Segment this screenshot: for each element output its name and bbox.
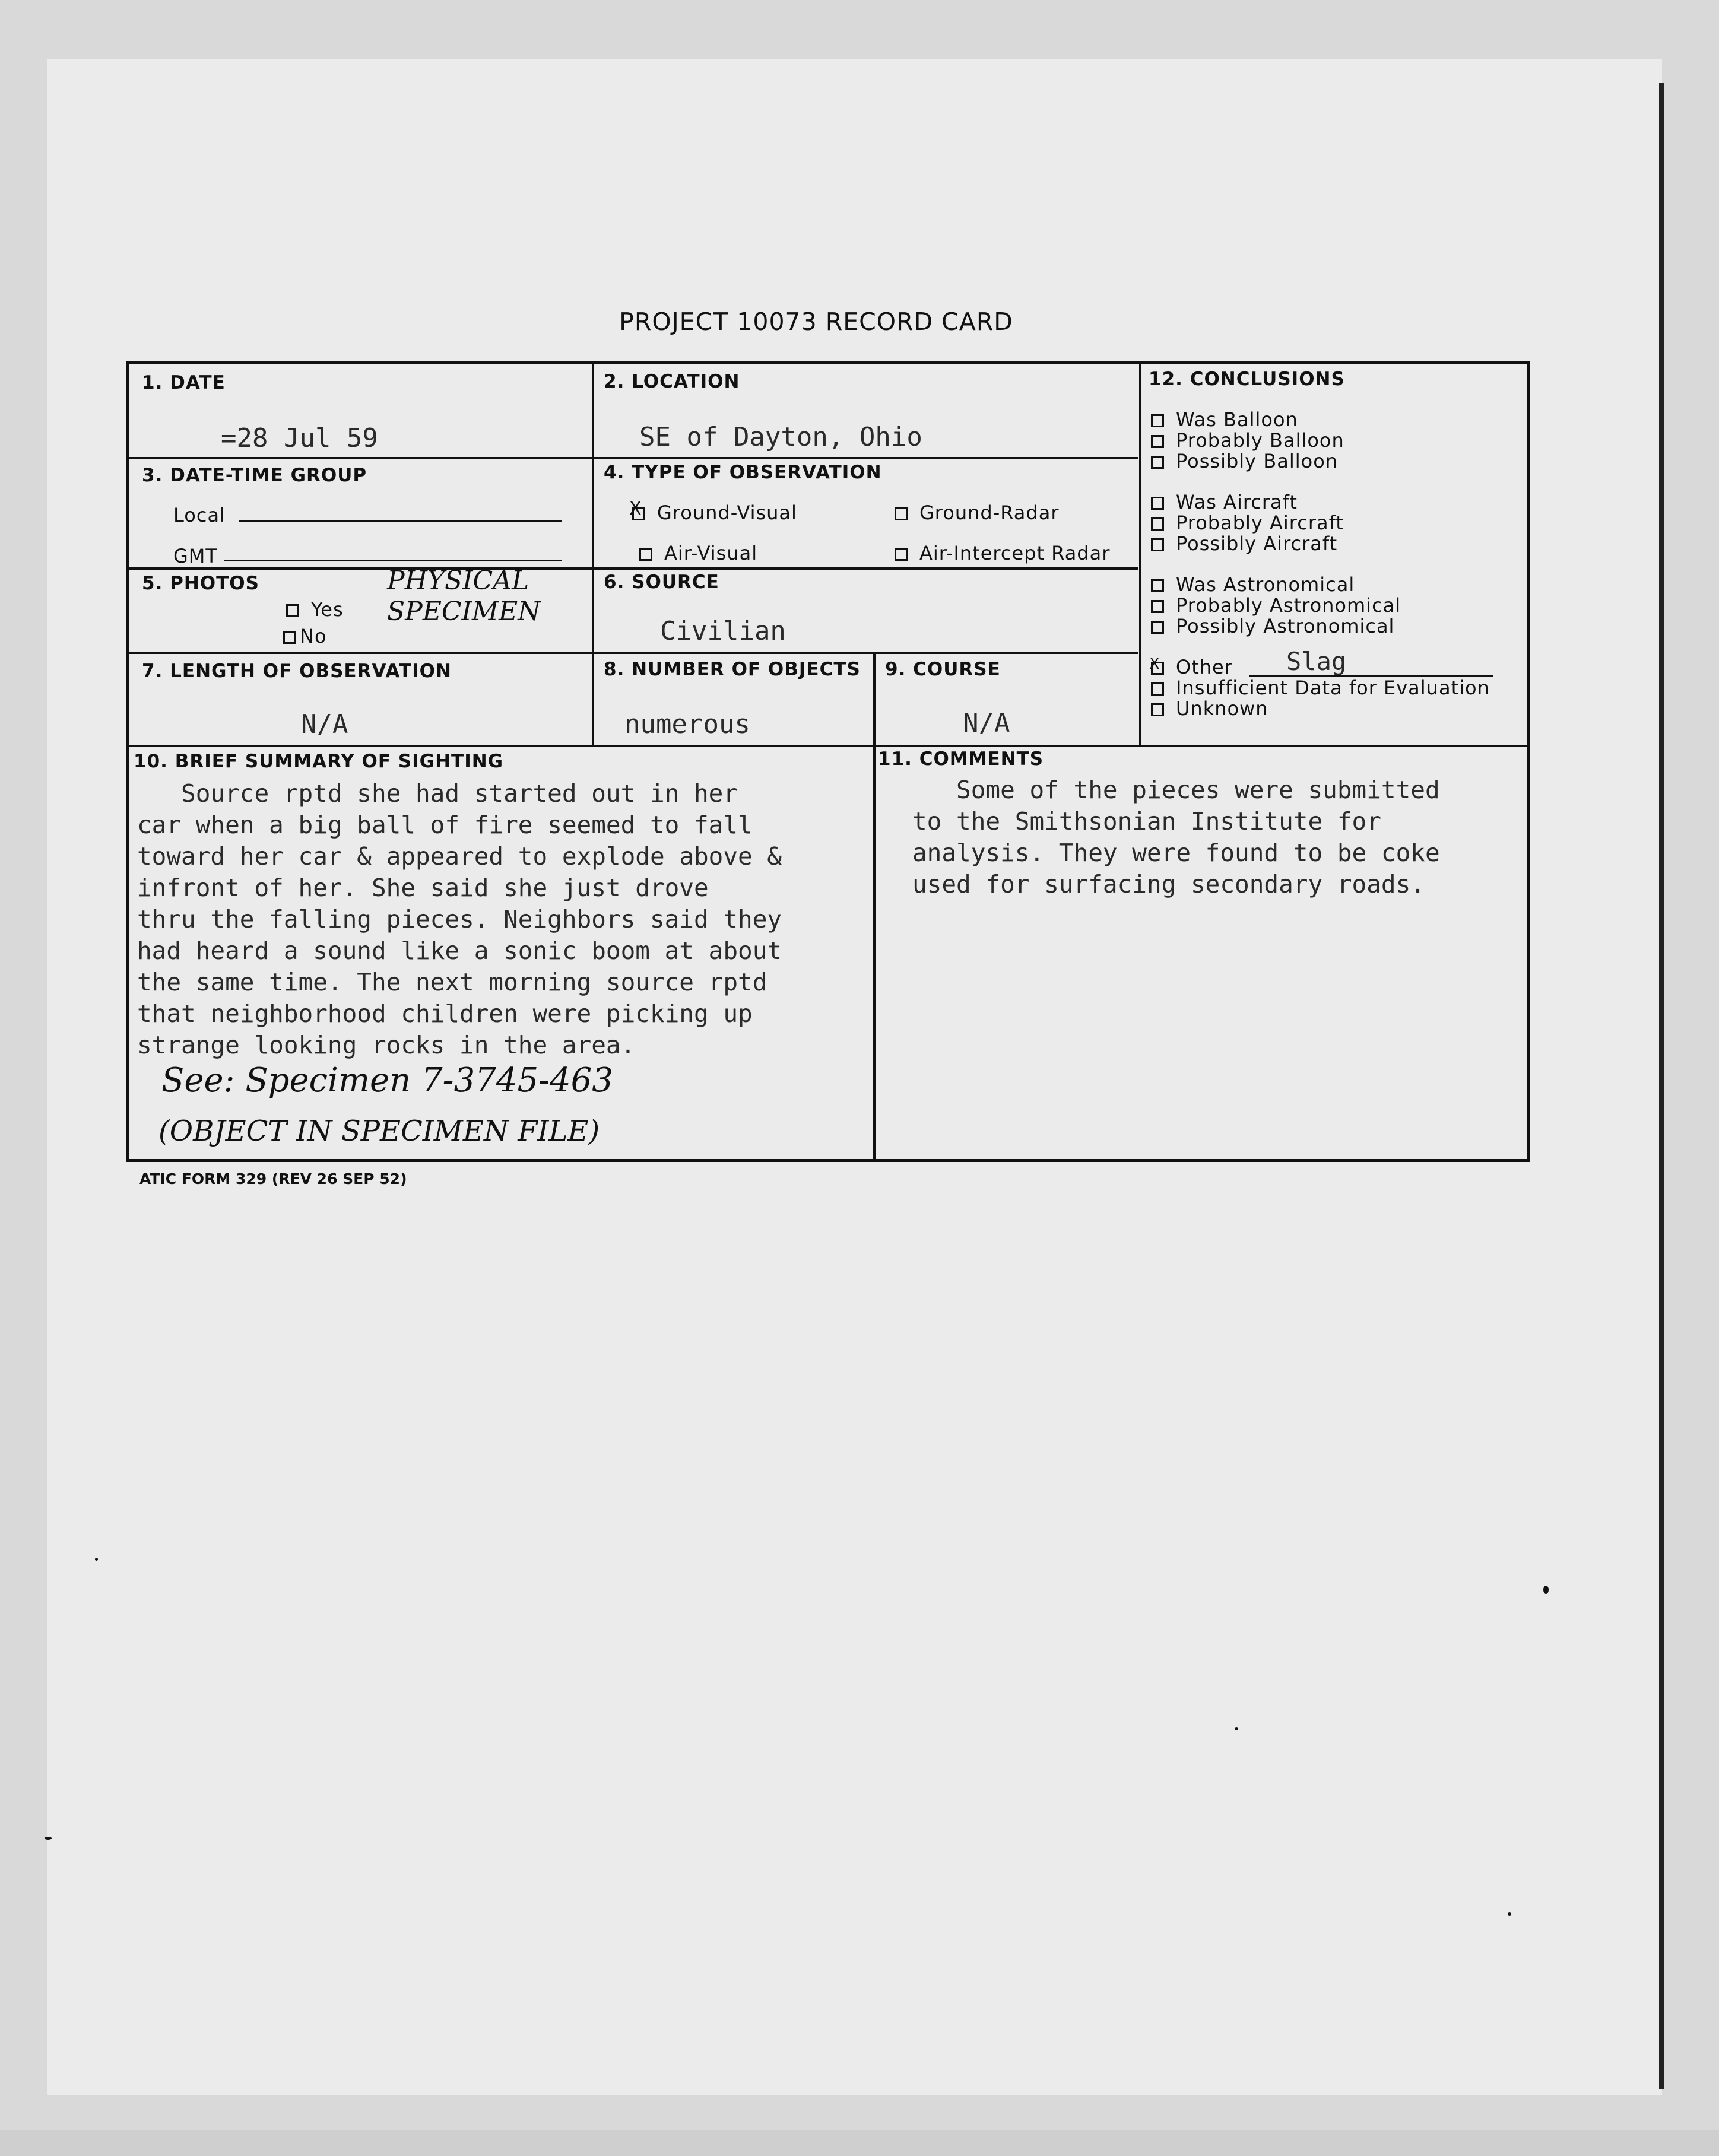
rule-row3: [129, 652, 1138, 654]
num-objects-value: numerous: [624, 709, 750, 739]
possibly-aircraft-checkbox[interactable]: [1151, 538, 1164, 551]
rule-col-c: [1139, 364, 1141, 745]
conclusion-was-aircraft[interactable]: [1151, 491, 1298, 513]
ground-visual-option[interactable]: [629, 498, 797, 524]
comments-line: analysis. They were found to be coke: [912, 839, 1440, 867]
insufficient-data-checkbox[interactable]: [1151, 682, 1164, 696]
possibly-balloon-checkbox[interactable]: [1151, 456, 1164, 469]
air-intercept-radar-checkbox[interactable]: [895, 548, 908, 561]
rule-row2: [129, 567, 1138, 570]
scan-speck: [45, 1837, 52, 1840]
photos-no-text: No: [300, 625, 327, 647]
comments-text: [912, 774, 1440, 900]
probably-aircraft-checkbox[interactable]: [1151, 517, 1164, 531]
num-objects-label: 8. NUMBER OF OBJECTS: [604, 659, 861, 680]
conclusion-probably-astronomical[interactable]: [1151, 594, 1401, 617]
scan-speck: [1543, 1586, 1549, 1594]
length-value: N/A: [301, 709, 348, 739]
summary-line: had heard a sound like a sonic boom at about: [137, 936, 782, 965]
conclusion-probably-balloon[interactable]: [1151, 429, 1344, 452]
conclusions-label: 12. CONCLUSIONS: [1149, 369, 1345, 390]
local-field[interactable]: [239, 520, 562, 522]
course-value: N/A: [963, 708, 1010, 738]
card-title: PROJECT 10073 RECORD CARD: [619, 307, 1013, 336]
air-intercept-radar-option[interactable]: [895, 542, 1110, 564]
air-visual-checkbox[interactable]: [639, 548, 652, 561]
date-value: =28 Jul 59: [221, 423, 378, 453]
ground-radar-option[interactable]: [895, 501, 1059, 524]
conclusion-possibly-astronomical[interactable]: [1151, 615, 1394, 637]
conclusion-insufficient-data[interactable]: [1151, 677, 1490, 699]
record-card: [126, 361, 1530, 1162]
photos-handwritten-note-1: PHYSICAL: [387, 566, 529, 596]
photos-no-checkbox[interactable]: [283, 631, 296, 644]
ground-radar-text: Ground-Radar: [919, 501, 1060, 524]
photos-yes-option[interactable]: [286, 598, 344, 621]
summary-line: Source rptd she had started out in her: [137, 779, 738, 808]
source-label: 6. SOURCE: [604, 571, 719, 593]
date-label: 1. DATE: [142, 372, 226, 393]
rule-col-a: [592, 364, 594, 745]
length-label: 7. LENGTH OF OBSERVATION: [142, 661, 452, 682]
probably-astronomical-text: Probably Astronomical: [1176, 594, 1401, 617]
possibly-aircraft-text: Possibly Aircraft: [1176, 532, 1338, 555]
probably-astronomical-checkbox[interactable]: [1151, 600, 1164, 613]
conclusion-unknown[interactable]: [1151, 697, 1268, 720]
other-value: Slag: [1286, 647, 1347, 676]
gmt-field[interactable]: [224, 560, 562, 561]
conclusion-was-balloon[interactable]: [1151, 408, 1298, 431]
comments-line: Some of the pieces were submitted: [912, 776, 1440, 804]
course-label: 9. COURSE: [885, 659, 1001, 680]
other-checked-mark: X: [1149, 655, 1160, 673]
other-text: Other: [1176, 656, 1233, 678]
summary-label: 10. BRIEF SUMMARY OF SIGHTING: [134, 751, 504, 772]
possibly-astronomical-checkbox[interactable]: [1151, 621, 1164, 634]
insufficient-data-text: Insufficient Data for Evaluation: [1176, 677, 1490, 699]
possibly-astronomical-text: Possibly Astronomical: [1176, 615, 1395, 637]
location-label: 2. LOCATION: [604, 371, 740, 392]
was-aircraft-text: Was Aircraft: [1176, 491, 1298, 513]
summary-line: the same time. The next morning source rptd: [137, 968, 767, 996]
probably-aircraft-text: Probably Aircraft: [1176, 512, 1344, 534]
conclusion-was-astronomical[interactable]: [1151, 573, 1355, 596]
summary-line: strange looking rocks in the area.: [137, 1031, 636, 1059]
local-label: Local: [173, 504, 226, 526]
was-balloon-text: Was Balloon: [1176, 408, 1298, 431]
handwritten-specimen-file: (OBJECT IN SPECIMEN FILE): [158, 1114, 600, 1148]
ground-radar-checkbox[interactable]: [895, 507, 908, 520]
unknown-text: Unknown: [1176, 697, 1268, 720]
was-astronomical-text: Was Astronomical: [1176, 573, 1355, 596]
summary-line: that neighborhood children were picking up: [137, 999, 753, 1028]
dtg-label: 3. DATE-TIME GROUP: [142, 465, 367, 486]
ground-visual-checkbox[interactable]: [629, 498, 645, 520]
type-obs-label: 4. TYPE OF OBSERVATION: [604, 462, 882, 483]
scan-bottom-border: [0, 2130, 1719, 2156]
checked-mark: X: [629, 498, 642, 519]
was-balloon-checkbox[interactable]: [1151, 414, 1164, 427]
comments-label: 11. COMMENTS: [878, 748, 1044, 770]
scan-speck: [95, 1558, 98, 1561]
source-value: Civilian: [660, 616, 786, 646]
photos-yes-text: Yes: [311, 598, 344, 621]
unknown-checkbox[interactable]: [1151, 703, 1164, 716]
probably-balloon-text: Probably Balloon: [1176, 429, 1344, 452]
summary-line: car when a big ball of fire seemed to fall: [137, 811, 753, 839]
photos-no-option[interactable]: [283, 625, 327, 647]
summary-text: [137, 778, 782, 1061]
probably-balloon-checkbox[interactable]: [1151, 435, 1164, 448]
summary-line: toward her car & appeared to explode above &: [137, 842, 782, 871]
conclusion-probably-aircraft[interactable]: [1151, 512, 1344, 534]
was-astronomical-checkbox[interactable]: [1151, 579, 1164, 592]
conclusion-possibly-aircraft[interactable]: [1151, 532, 1337, 555]
summary-line: infront of her. She said she just drove: [137, 874, 709, 902]
rule-row1: [129, 457, 1138, 459]
comments-line: to the Smithsonian Institute for: [912, 807, 1381, 836]
conclusion-possibly-balloon[interactable]: [1151, 450, 1338, 472]
rule-col-b: [873, 652, 876, 1159]
air-intercept-radar-text: Air-Intercept Radar: [919, 542, 1111, 564]
ground-visual-text: Ground-Visual: [657, 501, 797, 524]
summary-line: thru the falling pieces. Neighbors said they: [137, 905, 782, 933]
rule-row4: [129, 745, 1527, 747]
was-aircraft-checkbox[interactable]: [1151, 497, 1164, 510]
air-visual-option[interactable]: [639, 542, 757, 564]
other-checkbox[interactable]: [1149, 655, 1164, 675]
gmt-label: GMT: [173, 545, 218, 567]
sheet-edge-shadow: [1659, 83, 1664, 2089]
location-value: SE of Dayton, Ohio: [639, 422, 922, 452]
photos-yes-checkbox[interactable]: [286, 604, 299, 617]
conclusion-other[interactable]: [1151, 656, 1233, 678]
scan-speck: [1508, 1912, 1511, 1916]
air-visual-text: Air-Visual: [664, 542, 758, 564]
possibly-balloon-text: Possibly Balloon: [1176, 450, 1339, 472]
scan-speck: [1235, 1727, 1238, 1730]
photos-handwritten-note-2: SPECIMEN: [387, 596, 541, 627]
form-footer: ATIC FORM 329 (REV 26 SEP 52): [139, 1170, 407, 1187]
photos-label: 5. PHOTOS: [142, 573, 259, 594]
comments-line: used for surfacing secondary roads.: [912, 870, 1425, 898]
handwritten-specimen-ref: See: Specimen 7-3745-463: [161, 1061, 613, 1100]
